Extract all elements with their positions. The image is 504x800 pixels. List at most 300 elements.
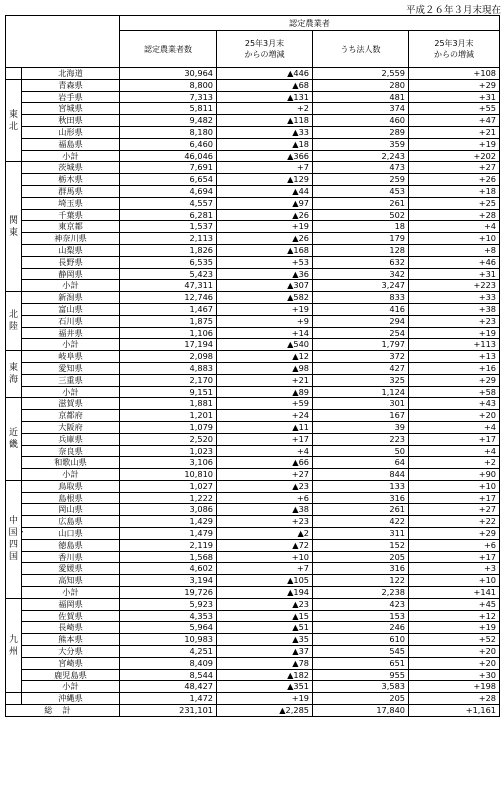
col-header-change-a: 25年3月末 からの増減 xyxy=(217,31,313,68)
farmers-total: 1,826 xyxy=(120,244,217,256)
prefecture-name: 秋田県 xyxy=(22,115,120,127)
corp-change: +17 xyxy=(409,433,500,445)
corp-count: 128 xyxy=(313,244,409,256)
farmers-total: 2,170 xyxy=(120,374,217,386)
subtotal-change: ▲89 xyxy=(217,386,313,398)
farmers-total: 1,537 xyxy=(120,221,217,233)
farmers-change: ▲23 xyxy=(217,598,313,610)
region-name: 北陸 xyxy=(8,310,18,333)
region-label xyxy=(6,693,22,705)
corp-count: 301 xyxy=(313,398,409,410)
region-label xyxy=(6,398,22,481)
prefecture-name: 青森県 xyxy=(22,79,120,91)
prefecture-name: 鹿児島県 xyxy=(22,669,120,681)
table-row xyxy=(6,504,500,516)
corp-count: 632 xyxy=(313,256,409,268)
farmers-total: 5,423 xyxy=(120,268,217,280)
corp-change: +30 xyxy=(409,669,500,681)
farmers-change: ▲33 xyxy=(217,126,313,138)
region-label xyxy=(6,68,22,80)
table-row xyxy=(6,103,500,115)
farmers-total: 1,479 xyxy=(120,528,217,540)
farmers-total: 2,520 xyxy=(120,433,217,445)
grand-total-row xyxy=(6,705,500,717)
farmers-total: 4,602 xyxy=(120,563,217,575)
table-row xyxy=(6,374,500,386)
corp-change: +28 xyxy=(409,693,500,705)
subtotal-change: +27 xyxy=(217,469,313,481)
subtotal-label: 小計 xyxy=(22,681,120,693)
farmers-total: 1,106 xyxy=(120,327,217,339)
farmers-change: ▲37 xyxy=(217,646,313,658)
corp-change: +29 xyxy=(409,374,500,386)
farmers-change: +19 xyxy=(217,221,313,233)
table-row xyxy=(6,657,500,669)
corp-change: +19 xyxy=(409,138,500,150)
farmers-change: ▲168 xyxy=(217,244,313,256)
corp-count: 316 xyxy=(313,492,409,504)
table-row xyxy=(6,421,500,433)
farmers-total: 8,180 xyxy=(120,126,217,138)
farmers-change: ▲35 xyxy=(217,634,313,646)
region-name: 九州 xyxy=(8,634,18,657)
region-label xyxy=(6,598,22,692)
region-label xyxy=(6,480,27,598)
farmers-change: ▲12 xyxy=(217,351,313,363)
table-row xyxy=(6,563,500,575)
prefecture-name: 栃木県 xyxy=(22,174,120,186)
farmers-change: ▲98 xyxy=(217,362,313,374)
farmers-change: ▲78 xyxy=(217,657,313,669)
farmers-change: +19 xyxy=(217,303,313,315)
farmers-total: 6,460 xyxy=(120,138,217,150)
region-label xyxy=(6,292,22,351)
farmers-total: 9,482 xyxy=(120,115,217,127)
corp-change: +10 xyxy=(409,233,500,245)
corp-count: 311 xyxy=(313,528,409,540)
subtotal-label: 小計 xyxy=(22,386,120,398)
region-name: 東北 xyxy=(8,109,18,132)
subtotal-total: 48,427 xyxy=(120,681,217,693)
farmers-change: ▲66 xyxy=(217,457,313,469)
prefecture-name: 富山県 xyxy=(22,303,120,315)
prefecture-name: 千葉県 xyxy=(22,209,120,221)
farmers-total: 6,535 xyxy=(120,256,217,268)
farmers-total: 3,106 xyxy=(120,457,217,469)
table-row xyxy=(6,162,500,174)
corp-count: 372 xyxy=(313,351,409,363)
prefecture-name: 愛媛県 xyxy=(22,563,120,575)
table-row xyxy=(6,185,500,197)
corp-change: +10 xyxy=(409,575,500,587)
corp-change: +55 xyxy=(409,103,500,115)
grand-total-change: ▲2,285 xyxy=(217,705,313,717)
farmers-change: +6 xyxy=(217,492,313,504)
subtotal-row xyxy=(6,386,500,398)
farmers-total: 5,923 xyxy=(120,598,217,610)
farmers-change: ▲26 xyxy=(217,209,313,221)
corp-count: 422 xyxy=(313,516,409,528)
corp-change: +27 xyxy=(409,162,500,174)
corp-change: +16 xyxy=(409,362,500,374)
subtotal-label: 小計 xyxy=(22,469,120,481)
farmers-change: ▲23 xyxy=(217,480,313,492)
table-row xyxy=(6,410,500,422)
prefecture-name: 京都府 xyxy=(22,410,120,422)
farmers-change: ▲129 xyxy=(217,174,313,186)
corp-count: 316 xyxy=(313,563,409,575)
subtotal-change: ▲194 xyxy=(217,587,313,599)
farmers-change: ▲51 xyxy=(217,622,313,634)
table-row xyxy=(6,91,500,103)
subtotal-change: ▲351 xyxy=(217,681,313,693)
corp-count: 261 xyxy=(313,504,409,516)
corp-count: 50 xyxy=(313,445,409,457)
farmers-change: +17 xyxy=(217,433,313,445)
region-label xyxy=(6,351,22,398)
prefecture-name: 宮崎県 xyxy=(22,657,120,669)
prefecture-name: 静岡県 xyxy=(22,268,120,280)
farmers-total: 1,079 xyxy=(120,421,217,433)
farmers-change: ▲18 xyxy=(217,138,313,150)
region-name: 近畿 xyxy=(8,428,18,451)
prefecture-name: 岐阜県 xyxy=(22,351,120,363)
farmers-change: +21 xyxy=(217,374,313,386)
corp-count: 545 xyxy=(313,646,409,658)
table-row xyxy=(6,575,500,587)
subtotal-change: ▲307 xyxy=(217,280,313,292)
table-row xyxy=(6,174,500,186)
corp-change: +27 xyxy=(409,504,500,516)
table-row xyxy=(6,480,500,492)
farmers-total: 1,429 xyxy=(120,516,217,528)
corp-change: +26 xyxy=(409,174,500,186)
table-row xyxy=(6,598,500,610)
farmers-change: ▲44 xyxy=(217,185,313,197)
farmers-total: 7,313 xyxy=(120,91,217,103)
corp-change: +19 xyxy=(409,327,500,339)
table-row xyxy=(6,646,500,658)
table-row xyxy=(6,622,500,634)
region-label xyxy=(6,162,22,292)
table-row xyxy=(6,669,500,681)
subtotal-row xyxy=(6,280,500,292)
farmers-change: +2 xyxy=(217,103,313,115)
farmers-change: ▲2 xyxy=(217,528,313,540)
subtotal-corp-change: +113 xyxy=(409,339,500,351)
corp-count: 294 xyxy=(313,315,409,327)
table-row xyxy=(6,303,500,315)
table-row xyxy=(6,209,500,221)
prefecture-name: 高知県 xyxy=(22,575,120,587)
subtotal-corp: 3,583 xyxy=(313,681,409,693)
farmers-change: +7 xyxy=(217,162,313,174)
subtotal-row xyxy=(6,150,500,162)
farmers-change: ▲97 xyxy=(217,197,313,209)
corp-change: +6 xyxy=(409,539,500,551)
farmers-total: 7,691 xyxy=(120,162,217,174)
subtotal-corp-change: +90 xyxy=(409,469,500,481)
prefecture-name: 広島県 xyxy=(22,516,120,528)
corp-count: 359 xyxy=(313,138,409,150)
corp-count: 64 xyxy=(313,457,409,469)
farmers-change: +4 xyxy=(217,445,313,457)
farmers-change: ▲38 xyxy=(217,504,313,516)
corp-change: +29 xyxy=(409,528,500,540)
subtotal-change: ▲540 xyxy=(217,339,313,351)
grand-total-label: 総計 xyxy=(6,705,120,717)
farmers-total: 5,964 xyxy=(120,622,217,634)
farmers-total: 2,098 xyxy=(120,351,217,363)
prefecture-name: 佐賀県 xyxy=(22,610,120,622)
corp-count: 481 xyxy=(313,91,409,103)
prefecture-name: 島根県 xyxy=(22,492,120,504)
farmers-total: 1,875 xyxy=(120,315,217,327)
corp-count: 122 xyxy=(313,575,409,587)
corp-change: +2 xyxy=(409,457,500,469)
corp-change: +20 xyxy=(409,646,500,658)
table-row xyxy=(6,398,500,410)
subtotal-label: 小計 xyxy=(22,150,120,162)
prefecture-name: 大分県 xyxy=(22,646,120,658)
corp-change: +31 xyxy=(409,91,500,103)
table-row xyxy=(6,528,500,540)
prefecture-name: 山形県 xyxy=(22,126,120,138)
corp-change: +3 xyxy=(409,563,500,575)
subtotal-corp: 2,243 xyxy=(313,150,409,162)
corner-cell xyxy=(6,16,120,68)
farmers-change: ▲182 xyxy=(217,669,313,681)
farmers-total: 4,883 xyxy=(120,362,217,374)
prefecture-name: 宮城県 xyxy=(22,103,120,115)
subtotal-corp-change: +223 xyxy=(409,280,500,292)
corp-change: +20 xyxy=(409,657,500,669)
corp-count: 955 xyxy=(313,669,409,681)
table-row xyxy=(6,268,500,280)
farmers-change: +59 xyxy=(217,398,313,410)
farmers-total: 8,409 xyxy=(120,657,217,669)
prefecture-name: 和歌山県 xyxy=(22,457,120,469)
corp-count: 427 xyxy=(313,362,409,374)
table-row xyxy=(6,445,500,457)
corp-count: 453 xyxy=(313,185,409,197)
table-row xyxy=(6,327,500,339)
corp-change: +22 xyxy=(409,516,500,528)
corp-change: +31 xyxy=(409,268,500,280)
farmers-total: 2,119 xyxy=(120,539,217,551)
prefecture-name: 兵庫県 xyxy=(22,433,120,445)
farmers-total: 6,281 xyxy=(120,209,217,221)
corp-change: +4 xyxy=(409,445,500,457)
subtotal-total: 47,311 xyxy=(120,280,217,292)
corp-change: +20 xyxy=(409,410,500,422)
region-label xyxy=(6,79,22,162)
prefecture-name: 石川県 xyxy=(22,315,120,327)
corp-change: +4 xyxy=(409,421,500,433)
table-row xyxy=(6,634,500,646)
subtotal-change: ▲366 xyxy=(217,150,313,162)
corp-change: +52 xyxy=(409,634,500,646)
corp-count: 39 xyxy=(313,421,409,433)
prefecture-name: 沖縄県 xyxy=(22,693,120,705)
corp-change: +29 xyxy=(409,79,500,91)
table-row xyxy=(6,551,500,563)
corp-change: +23 xyxy=(409,315,500,327)
corp-count: 254 xyxy=(313,327,409,339)
table-row xyxy=(6,492,500,504)
corp-count: 205 xyxy=(313,693,409,705)
grand-total-farmers: 231,101 xyxy=(120,705,217,717)
farmers-change: ▲72 xyxy=(217,539,313,551)
corp-count: 167 xyxy=(313,410,409,422)
table-row xyxy=(6,221,500,233)
prefecture-name: 福島県 xyxy=(22,138,120,150)
table-row xyxy=(6,233,500,245)
subtotal-corp: 1,124 xyxy=(313,386,409,398)
table-row xyxy=(6,292,500,304)
prefecture-name: 神奈川県 xyxy=(22,233,120,245)
table-row xyxy=(6,256,500,268)
corp-change: +46 xyxy=(409,256,500,268)
as-of-date: 平成２６年３月末現在 xyxy=(405,5,501,16)
corp-count: 610 xyxy=(313,634,409,646)
corp-count: 651 xyxy=(313,657,409,669)
table-row xyxy=(6,362,500,374)
farmers-total: 5,811 xyxy=(120,103,217,115)
farmers-total: 1,472 xyxy=(120,693,217,705)
corp-count: 416 xyxy=(313,303,409,315)
prefecture-name: 三重県 xyxy=(22,374,120,386)
corp-change: +33 xyxy=(409,292,500,304)
prefecture-name: 福井県 xyxy=(22,327,120,339)
farmers-change: +19 xyxy=(217,693,313,705)
farmers-total: 3,086 xyxy=(120,504,217,516)
farmers-total: 4,251 xyxy=(120,646,217,658)
corp-change: +21 xyxy=(409,126,500,138)
prefecture-name: 徳島県 xyxy=(22,539,120,551)
corp-count: 179 xyxy=(313,233,409,245)
subtotal-row xyxy=(6,469,500,481)
corp-change: +13 xyxy=(409,351,500,363)
subtotal-corp: 3,247 xyxy=(313,280,409,292)
farmers-change: ▲446 xyxy=(217,68,313,80)
corp-count: 18 xyxy=(313,221,409,233)
farmers-change: +24 xyxy=(217,410,313,422)
corp-count: 342 xyxy=(313,268,409,280)
farmers-total: 1,881 xyxy=(120,398,217,410)
corp-change: +47 xyxy=(409,115,500,127)
farmers-change: ▲118 xyxy=(217,115,313,127)
corp-count: 289 xyxy=(313,126,409,138)
corp-count: 261 xyxy=(313,197,409,209)
corp-count: 280 xyxy=(313,79,409,91)
prefecture-name: 福岡県 xyxy=(22,598,120,610)
table-row xyxy=(6,197,500,209)
prefecture-name: 香川県 xyxy=(22,551,120,563)
prefecture-name: 長崎県 xyxy=(22,622,120,634)
farmers-total: 1,467 xyxy=(120,303,217,315)
prefecture-name: 新潟県 xyxy=(22,292,120,304)
table-row xyxy=(6,539,500,551)
table-row xyxy=(6,68,500,80)
prefecture-name: 山口県 xyxy=(22,528,120,540)
corp-count: 374 xyxy=(313,103,409,115)
prefecture-name: 長野県 xyxy=(22,256,120,268)
table-row xyxy=(6,610,500,622)
subtotal-corp-change: +198 xyxy=(409,681,500,693)
prefecture-name: 滋賀県 xyxy=(22,398,120,410)
farmers-total: 10,983 xyxy=(120,634,217,646)
certified-farmers-table xyxy=(5,15,500,717)
farmers-total: 8,800 xyxy=(120,79,217,91)
farmers-total: 1,568 xyxy=(120,551,217,563)
table-row xyxy=(6,244,500,256)
table-row xyxy=(6,138,500,150)
farmers-change: +53 xyxy=(217,256,313,268)
subtotal-row xyxy=(6,339,500,351)
corp-count: 460 xyxy=(313,115,409,127)
subtotal-total: 17,194 xyxy=(120,339,217,351)
prefecture-name: 群馬県 xyxy=(22,185,120,197)
subtotal-corp: 1,797 xyxy=(313,339,409,351)
farmers-change: ▲36 xyxy=(217,268,313,280)
corp-change: +38 xyxy=(409,303,500,315)
corp-count: 152 xyxy=(313,539,409,551)
group-title: 認定農業者 xyxy=(120,16,500,31)
grand-total-corp: 17,840 xyxy=(313,705,409,717)
farmers-change: +14 xyxy=(217,327,313,339)
corp-change: +12 xyxy=(409,610,500,622)
farmers-change: ▲582 xyxy=(217,292,313,304)
table-body xyxy=(6,16,500,717)
subtotal-corp-change: +202 xyxy=(409,150,500,162)
prefecture-name: 東京都 xyxy=(22,221,120,233)
farmers-total: 1,201 xyxy=(120,410,217,422)
farmers-change: ▲11 xyxy=(217,421,313,433)
col-header-corp: うち法人数 xyxy=(313,31,409,68)
corp-count: 2,559 xyxy=(313,68,409,80)
farmers-total: 4,353 xyxy=(120,610,217,622)
farmers-total: 4,694 xyxy=(120,185,217,197)
farmers-total: 12,746 xyxy=(120,292,217,304)
table-row xyxy=(6,115,500,127)
corp-count: 205 xyxy=(313,551,409,563)
corp-change: +17 xyxy=(409,492,500,504)
prefecture-name: 熊本県 xyxy=(22,634,120,646)
farmers-total: 30,964 xyxy=(120,68,217,80)
farmers-total: 4,557 xyxy=(120,197,217,209)
subtotal-corp: 844 xyxy=(313,469,409,481)
prefecture-name: 奈良県 xyxy=(22,445,120,457)
region-name: 東海 xyxy=(8,363,18,386)
farmers-change: ▲15 xyxy=(217,610,313,622)
prefecture-name: 大阪府 xyxy=(22,421,120,433)
corp-count: 246 xyxy=(313,622,409,634)
col-header-change-b: 25年3月末 からの増減 xyxy=(409,31,500,68)
subtotal-label: 小計 xyxy=(22,280,120,292)
corp-change: +19 xyxy=(409,622,500,634)
farmers-total: 2,113 xyxy=(120,233,217,245)
farmers-change: +10 xyxy=(217,551,313,563)
corp-change: +4 xyxy=(409,221,500,233)
corp-count: 259 xyxy=(313,174,409,186)
prefecture-name: 鳥取県 xyxy=(22,480,120,492)
farmers-total: 8,544 xyxy=(120,669,217,681)
farmers-total: 3,194 xyxy=(120,575,217,587)
table-row xyxy=(6,433,500,445)
subtotal-total: 46,046 xyxy=(120,150,217,162)
corp-count: 223 xyxy=(313,433,409,445)
